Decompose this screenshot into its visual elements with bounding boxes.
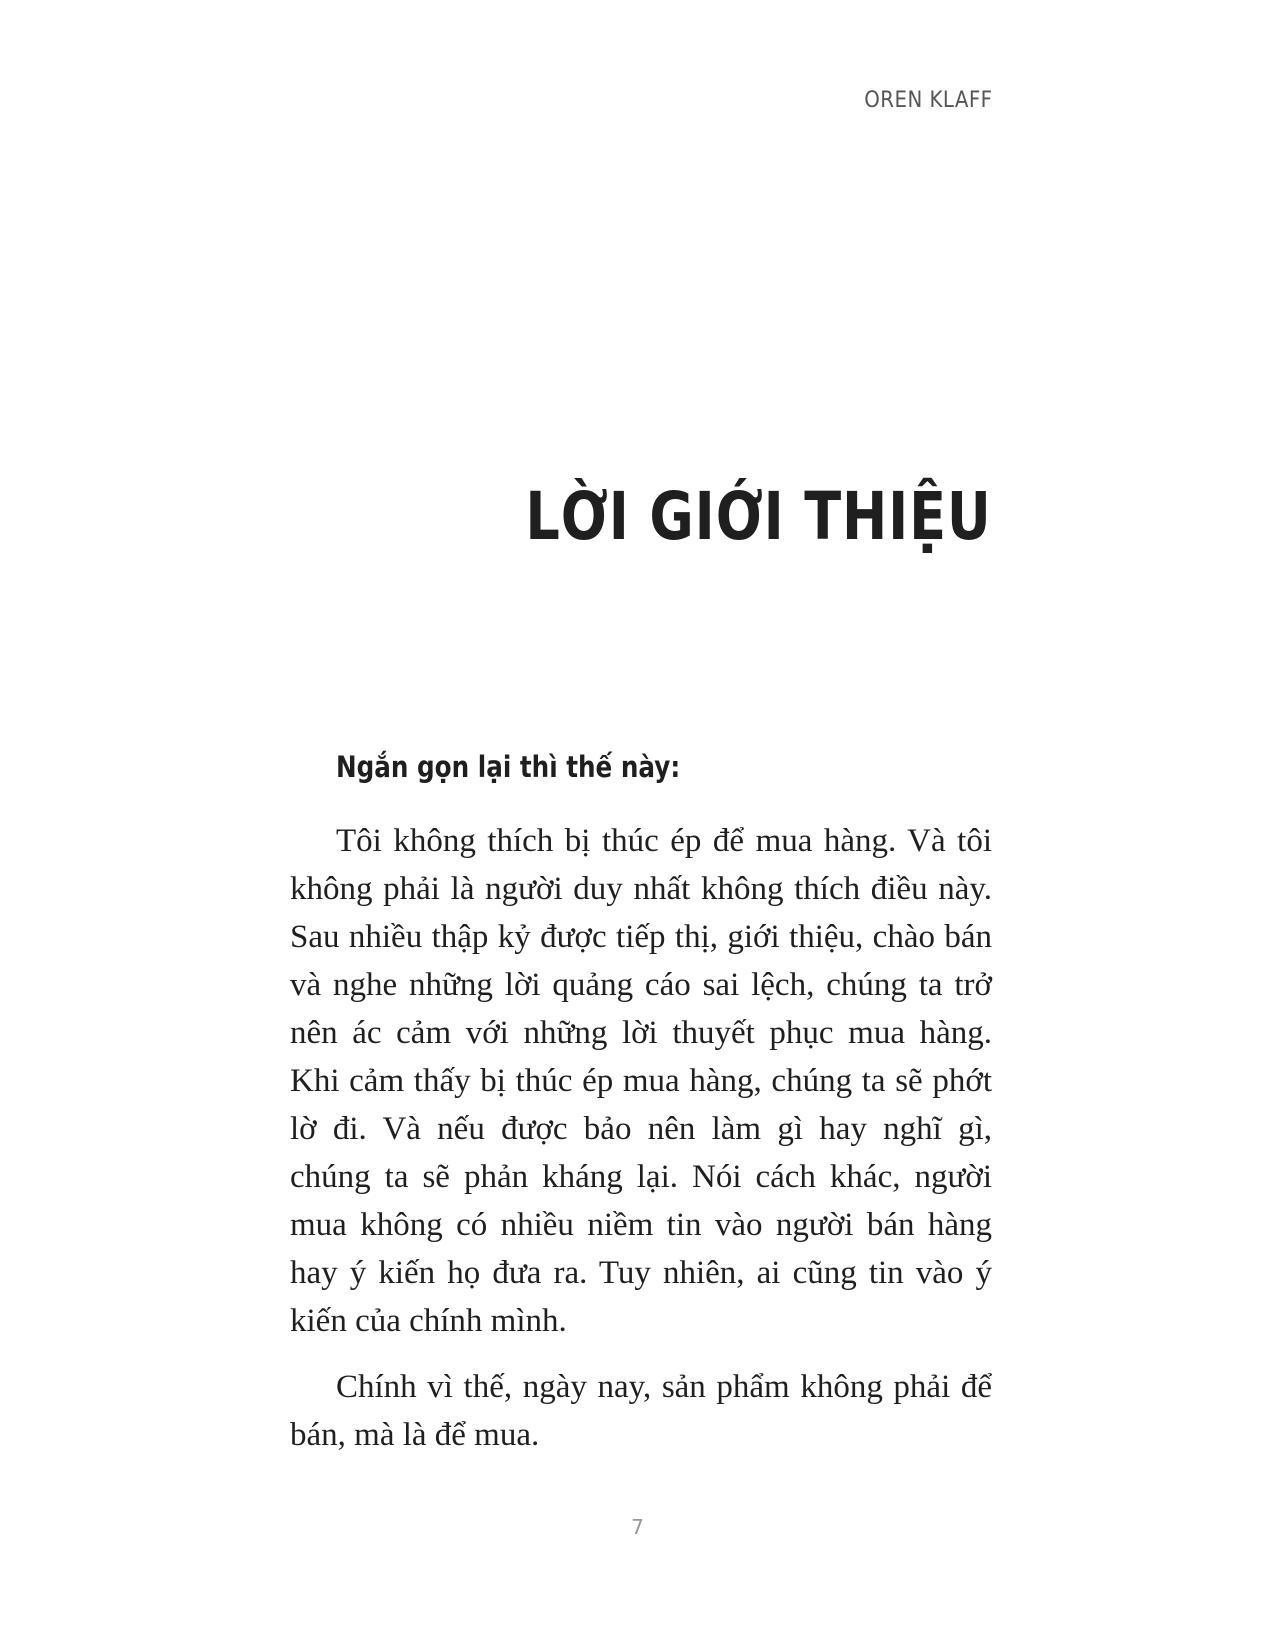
- page-number: 7: [631, 1515, 644, 1539]
- page-body: [290, 747, 992, 1459]
- body-paragraph-1: Tôi không thích bị thúc ép để mua hàng. Và tôi không phải là người duy nhất không thích điều này. Sau nhiều thập kỷ được tiếp thị, giới thiệu, chào bán và nghe những lời quảng cáo sai lệch, chúng ta trở nên ác cảm với những lời thuyết phục mua hàng. Khi cảm thấy bị thúc ép mua hàng, chúng ta sẽ phớt lờ đi. Và nếu được bảo nên làm gì hay nghĩ gì, chúng ta sẽ phản kháng lại. Nói cách khác, người mua không có nhiều niềm tin vào người bán hàng hay ý kiến họ đưa ra. Tuy nhiên, ai cũng tin vào ý kiến của chính mình.: [290, 823, 992, 1339]
- running-header-author: OREN KLAFF: [863, 88, 992, 113]
- chapter-title: LỜI GIỚI THIỆU: [525, 478, 992, 555]
- section-heading: Ngắn gọn lại thì thế này:: [336, 750, 681, 784]
- body-paragraph-2: Chính vì thế, ngày nay, sản phẩm không phải để bán, mà là để mua.: [290, 1369, 992, 1453]
